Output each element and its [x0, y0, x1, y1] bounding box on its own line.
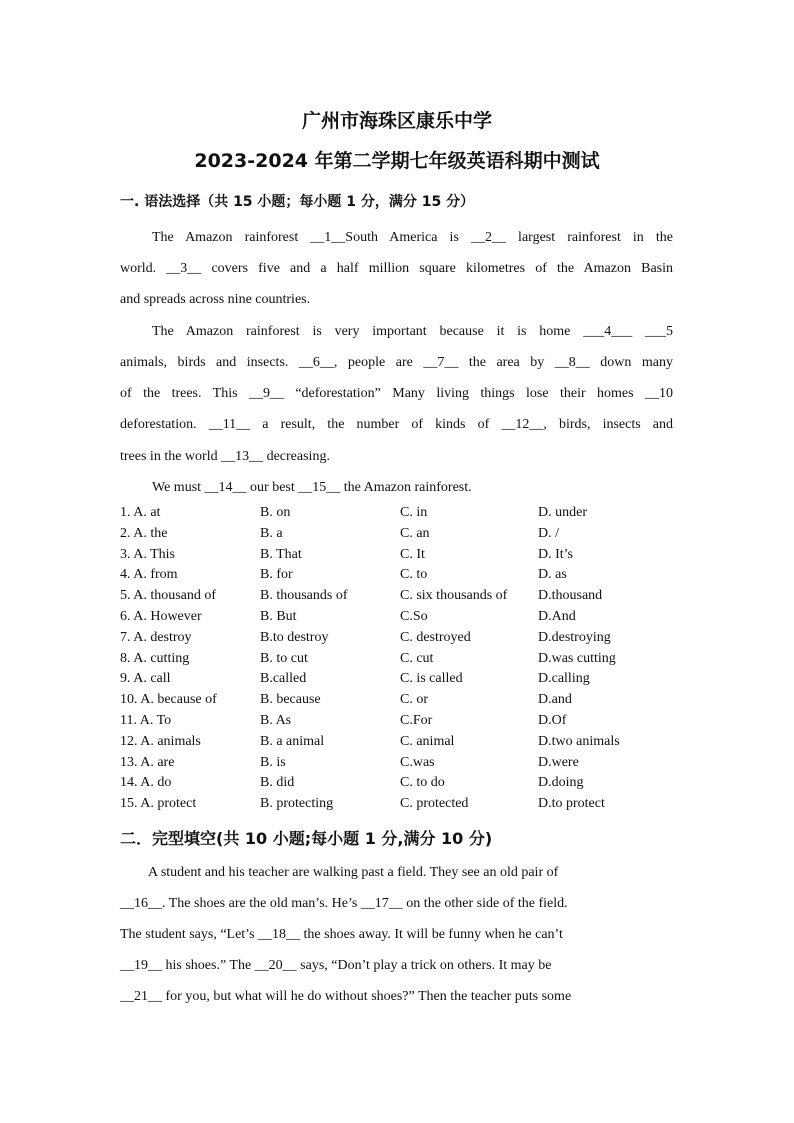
option-a: 7. A. destroy: [120, 629, 192, 645]
option-c: C. six thousands of: [400, 588, 508, 604]
option-a: 10. A. because of: [120, 692, 217, 708]
option-b: B.to destroy: [260, 629, 329, 645]
option-d: D.And: [538, 609, 576, 624]
option-c: C. animal: [400, 733, 455, 749]
option-a: 2. A. the: [120, 525, 168, 541]
option-a: 12. A. animals: [120, 733, 201, 749]
passage-line: A student and his teacher are walking past a field. They see an old pair of: [148, 865, 559, 880]
passage-line: animals, birds and insects. __6__, people are __7__ the area by __8__ down many: [120, 355, 673, 370]
option-d: D.were: [538, 754, 579, 770]
option-d: D. under: [538, 505, 587, 520]
passage-line: __16__. The shoes are the old man’s. He’s __17__ on the other side of the field.: [120, 896, 568, 911]
passage-line: __21__ for you, but what will he do without shoes?” Then the teacher puts some: [120, 989, 572, 1004]
section-heading-grammar: 一. 语法选择（共 15 小题；每小题 1 分，满分 15 分）: [120, 194, 475, 210]
option-c: C. It: [400, 546, 425, 562]
option-d: D.two animals: [538, 733, 620, 749]
option-a: 15. A. protect: [120, 796, 197, 812]
option-c: C. to do: [400, 775, 445, 791]
option-c: C. to: [400, 567, 428, 583]
option-d: D.doing: [538, 775, 584, 791]
option-d: D. as: [538, 567, 567, 583]
option-b: B. a: [260, 525, 283, 541]
option-b: B. did: [260, 775, 295, 791]
option-b: B. because: [260, 692, 321, 708]
option-a: 5. A. thousand of: [120, 588, 217, 604]
option-a: 8. A. cutting: [120, 650, 190, 666]
option-b: B. a animal: [260, 733, 325, 749]
option-a: 13. A. are: [120, 754, 175, 770]
option-d: D. /: [538, 525, 559, 541]
option-c: C. or: [400, 692, 428, 708]
option-b: B. thousands of: [260, 588, 348, 604]
option-c: C.For: [400, 713, 433, 728]
option-d: D.calling: [538, 671, 590, 687]
passage-line: trees in the world __13__ decreasing.: [120, 449, 330, 464]
option-b: B. is: [260, 754, 286, 770]
section-heading-cloze: 二．完型填空(共 10 小题;每小题 1 分,满分 10 分): [120, 829, 493, 848]
option-c: C.So: [400, 609, 428, 624]
option-a: 6. A. However: [120, 609, 202, 624]
page-subtitle: 2023-2024 年第二学期七年级英语科期中测试: [194, 150, 600, 172]
option-b: B. But: [260, 609, 297, 624]
option-b: B. As: [260, 713, 292, 728]
option-c: C. destroyed: [400, 629, 471, 645]
option-c: C. an: [400, 525, 430, 541]
passage-line: We must __14__ our best __15__ the Amazon rainforest.: [152, 480, 472, 495]
option-c: C. protected: [400, 796, 469, 812]
option-c: C. is called: [400, 671, 463, 687]
option-d: D.was cutting: [538, 650, 616, 666]
option-b: B.called: [260, 671, 307, 687]
option-b: B. protecting: [260, 796, 334, 812]
page-title: 广州市海珠区康乐中学: [301, 110, 492, 132]
option-c: C. cut: [400, 650, 434, 666]
option-b: B. for: [260, 567, 293, 583]
option-a: 1. A. at: [120, 505, 161, 520]
passage-line: The student says, “Let’s __18__ the shoes away. It will be funny when he can’t: [120, 927, 563, 942]
passage-line: The Amazon rainforest is very important because it is home ___4___ ___5: [152, 324, 673, 339]
passage-line: deforestation. __11__ a result, the number of kinds of __12__, birds, insects and: [120, 417, 673, 432]
option-d: D.thousand: [538, 588, 603, 604]
option-a: 9. A. call: [120, 671, 171, 687]
option-d: D.Of: [538, 713, 567, 728]
option-b: B. to cut: [260, 650, 308, 666]
passage-line: of the trees. This __9__ “deforestation” Many living things lose their homes __10: [120, 386, 673, 401]
option-c: C. in: [400, 505, 428, 520]
option-a: 11. A. To: [120, 713, 172, 728]
passage-line: The Amazon rainforest __1__South America is __2__ largest rainforest in the: [152, 230, 673, 245]
option-a: 14. A. do: [120, 775, 172, 791]
option-d: D.to protect: [538, 796, 605, 812]
option-b: B. That: [260, 546, 302, 562]
option-d: D.destroying: [538, 629, 611, 645]
option-c: C.was: [400, 754, 435, 770]
option-a: 3. A. This: [120, 546, 175, 562]
option-b: B. on: [260, 505, 291, 520]
passage-line: __19__ his shoes.” The __20__ says, “Don’t play a trick on others. It may be: [120, 958, 552, 973]
passage-line: and spreads across nine countries.: [120, 292, 311, 307]
passage-line: world. __3__ covers five and a half million square kilometres of the Amazon Basin: [120, 261, 673, 276]
option-d: D.and: [538, 692, 572, 708]
option-a: 4. A. from: [120, 567, 178, 583]
option-d: D. It’s: [538, 546, 573, 562]
